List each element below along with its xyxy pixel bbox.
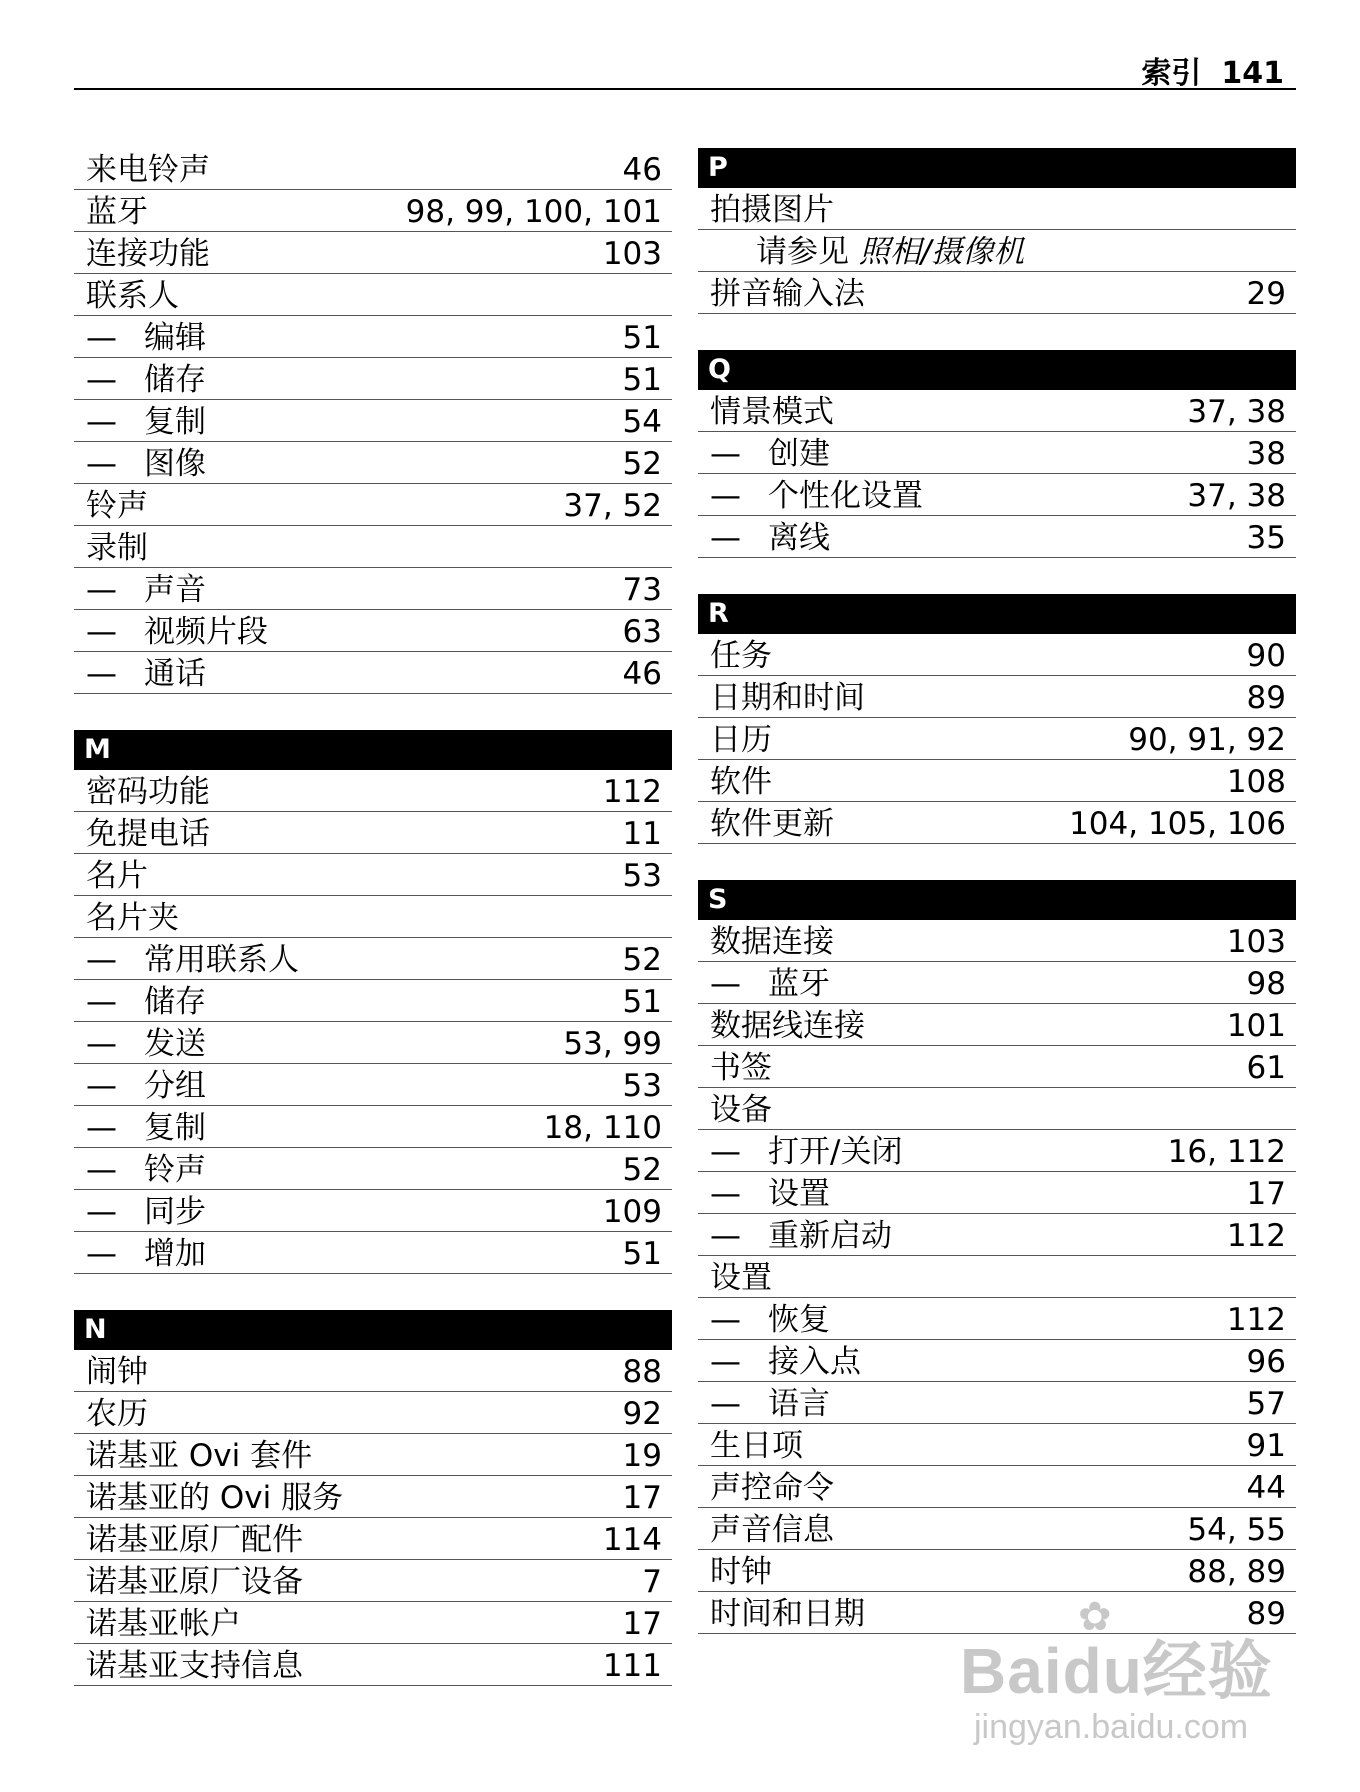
entry-term (710, 805, 834, 843)
entry-pages: 112 (1226, 1218, 1286, 1254)
index-subentry (74, 1232, 672, 1274)
entry-term (86, 1067, 206, 1105)
entry-pages: 17 (622, 1480, 662, 1516)
entry-pages: 51 (622, 1236, 662, 1272)
entry-pages: 89 (1246, 1596, 1286, 1632)
entry-term-text: 时间和日期 (710, 1596, 865, 1632)
entry-term (86, 193, 148, 231)
entry-pages: 96 (1246, 1344, 1286, 1380)
entry-term (710, 1469, 834, 1507)
entry-term-text: 连接功能 (86, 236, 210, 272)
subentry-dash: — (86, 320, 117, 356)
entry-term-text: 创建 (768, 436, 830, 472)
subentry-dash: — (86, 572, 117, 608)
index-entry (698, 1088, 1296, 1130)
index-entry (698, 1256, 1296, 1298)
entry-term (710, 1091, 772, 1129)
entry-term (710, 1301, 830, 1339)
index-entry (698, 760, 1296, 802)
section-spacer (74, 694, 672, 730)
index-entry (74, 190, 672, 232)
entry-term-text: 联系人 (86, 278, 179, 314)
index-entry (698, 1466, 1296, 1508)
subentry-dash: — (86, 942, 117, 978)
entry-term (710, 1427, 803, 1465)
entry-term-text: 来电铃声 (86, 152, 210, 188)
entry-term (710, 1133, 902, 1171)
entry-term-text: 发送 (144, 1026, 206, 1062)
index-subentry (698, 1172, 1296, 1214)
entry-term (86, 571, 206, 609)
index-entry (698, 1046, 1296, 1088)
header-page-number: 141 (1221, 56, 1284, 91)
entry-term-text: 诺基亚支持信息 (86, 1648, 303, 1684)
subentry-dash: — (86, 1068, 117, 1104)
entry-term (86, 1151, 206, 1189)
entry-term-text: 数据连接 (710, 924, 834, 960)
index-subentry (698, 962, 1296, 1004)
entry-term-text: 声控命令 (710, 1470, 834, 1506)
entry-term-text: 增加 (144, 1236, 206, 1272)
entry-term-text: 名片 (86, 858, 148, 894)
entry-term-text: 免提电话 (86, 816, 210, 852)
index-entry (698, 1424, 1296, 1466)
index-subentry (74, 1064, 672, 1106)
index-entry (74, 1602, 672, 1644)
entry-term-text: 语言 (768, 1386, 830, 1422)
entry-term-text: 诺基亚 Ovi 套件 (86, 1438, 313, 1474)
entry-term-text: 日期和时间 (710, 680, 865, 716)
entry-term (86, 655, 206, 693)
entry-term-text: 拍摄图片 (710, 192, 834, 228)
entry-term (710, 275, 865, 313)
subentry-dash: — (86, 362, 117, 398)
index-column-left (74, 148, 672, 1686)
index-entry (74, 274, 672, 316)
index-entry (698, 1004, 1296, 1046)
index-subentry (698, 1340, 1296, 1382)
entry-term (86, 983, 206, 1021)
entry-term (710, 477, 923, 515)
section-spacer (698, 844, 1296, 880)
entry-pages: 73 (622, 572, 662, 608)
entry-term-text: 接入点 (768, 1344, 861, 1380)
index-entry (74, 526, 672, 568)
entry-term (86, 1563, 303, 1601)
entry-term (86, 445, 206, 483)
index-entry (74, 484, 672, 526)
index-entry (74, 896, 672, 938)
entry-pages: 46 (622, 152, 662, 188)
entry-term (86, 1437, 312, 1475)
entry-pages: 104, 105, 106 (1069, 806, 1286, 842)
entry-term-text: 诺基亚的 Ovi 服务 (86, 1480, 344, 1516)
index-subentry (698, 1130, 1296, 1172)
entry-pages: 103 (602, 236, 662, 272)
index-subentry (74, 358, 672, 400)
entry-pages: 53 (622, 858, 662, 894)
section-letter-r: R (698, 594, 1296, 634)
entry-pages: 53, 99 (563, 1026, 662, 1062)
index-entry (698, 390, 1296, 432)
see-also-entry (698, 230, 1296, 272)
index-subentry (74, 400, 672, 442)
index-entry (74, 1518, 672, 1560)
section-spacer (74, 1274, 672, 1310)
entry-term (86, 1647, 303, 1685)
entry-term-text: 诺基亚原厂设备 (86, 1564, 303, 1600)
index-entry (74, 812, 672, 854)
entry-term (710, 637, 772, 675)
see-also-text (710, 233, 1024, 271)
index-subentry (698, 474, 1296, 516)
entry-term-text: 离线 (768, 520, 830, 556)
entry-term (86, 899, 179, 937)
entry-term (710, 1595, 865, 1633)
index-subentry (74, 1022, 672, 1064)
entry-term (710, 763, 772, 801)
entry-term-text: 设置 (710, 1260, 772, 1296)
entry-pages: 51 (622, 984, 662, 1020)
index-subentry (698, 516, 1296, 558)
subentry-dash: — (710, 1218, 741, 1254)
entry-pages: 98, 99, 100, 101 (405, 194, 662, 230)
subentry-dash: — (86, 656, 117, 692)
watermark-url: jingyan.baidu.com (974, 1708, 1249, 1746)
index-entry (698, 718, 1296, 760)
entry-pages: 29 (1246, 276, 1286, 312)
subentry-dash: — (86, 984, 117, 1020)
index-entry (698, 634, 1296, 676)
entry-term-text: 拼音输入法 (710, 276, 865, 312)
entry-pages: 38 (1246, 436, 1286, 472)
section-letter-n: N (74, 1310, 672, 1350)
entry-pages: 89 (1246, 680, 1286, 716)
entry-term-text: 生日项 (710, 1428, 803, 1464)
subentry-dash: — (86, 1152, 117, 1188)
entry-term-text: 数据线连接 (710, 1008, 865, 1044)
see-also-prefix: 请参见 (756, 234, 849, 270)
entry-pages: 51 (622, 362, 662, 398)
entry-term (86, 1479, 343, 1517)
subentry-dash: — (710, 478, 741, 514)
index-subentry (698, 1382, 1296, 1424)
entry-term (86, 319, 206, 357)
subentry-dash: — (86, 1194, 117, 1230)
see-also-target: 照相/摄像机 (858, 234, 1025, 270)
entry-term (710, 965, 830, 1003)
entry-term (86, 857, 148, 895)
entry-pages: 37, 52 (563, 488, 662, 524)
entry-pages: 91 (1246, 1428, 1286, 1464)
entry-term-text: 声音 (144, 572, 206, 608)
entry-term-text: 名片夹 (86, 900, 179, 936)
entry-term-text: 常用联系人 (144, 942, 299, 978)
index-entry (74, 148, 672, 190)
index-entry (74, 1476, 672, 1518)
entry-term (86, 403, 206, 441)
subentry-dash: — (710, 1344, 741, 1380)
header-section-title: 索引 (1141, 56, 1202, 91)
entry-term-text: 诺基亚原厂配件 (86, 1522, 303, 1558)
entry-pages: 54 (622, 404, 662, 440)
entry-term-text: 储存 (144, 362, 206, 398)
entry-term-text: 分组 (144, 1068, 206, 1104)
header-text (1141, 48, 1284, 92)
entry-term (710, 923, 834, 961)
entry-pages: 61 (1246, 1050, 1286, 1086)
entry-pages: 52 (622, 446, 662, 482)
entry-pages: 88 (622, 1354, 662, 1390)
subentry-dash: — (86, 1026, 117, 1062)
entry-term (710, 1259, 772, 1297)
entry-term-text: 软件更新 (710, 806, 834, 842)
entry-term-text: 视频片段 (144, 614, 268, 650)
entry-term (86, 1235, 206, 1273)
entry-term (710, 435, 830, 473)
entry-pages: 101 (1226, 1008, 1286, 1044)
entry-term (710, 1343, 861, 1381)
entry-term (86, 1109, 206, 1147)
index-subentry (74, 652, 672, 694)
entry-term-text: 铃声 (86, 488, 148, 524)
entry-pages: 44 (1246, 1470, 1286, 1506)
index-entry (74, 1644, 672, 1686)
entry-pages: 88, 89 (1187, 1554, 1286, 1590)
index-subentry (74, 1190, 672, 1232)
index-subentry (698, 1298, 1296, 1340)
entry-term (710, 519, 830, 557)
entry-term-text: 个性化设置 (768, 478, 923, 514)
entry-term-text: 声音信息 (710, 1512, 834, 1548)
entry-term-text: 储存 (144, 984, 206, 1020)
entry-pages: 92 (622, 1396, 662, 1432)
subentry-dash: — (710, 520, 741, 556)
entry-term (86, 235, 210, 273)
entry-term (86, 1521, 303, 1559)
entry-term-text: 录制 (86, 530, 148, 566)
entry-term (86, 1353, 148, 1391)
entry-term-text: 同步 (144, 1194, 206, 1230)
subentry-dash: — (710, 1386, 741, 1422)
entry-term-text: 情景模式 (710, 394, 834, 430)
entry-term-text: 闹钟 (86, 1354, 148, 1390)
entry-pages: 57 (1246, 1386, 1286, 1422)
entry-term (710, 721, 772, 759)
index-subentry (74, 316, 672, 358)
entry-pages: 19 (622, 1438, 662, 1474)
entry-pages: 37, 38 (1187, 478, 1286, 514)
entry-term-text: 复制 (144, 404, 206, 440)
entry-term-text: 蓝牙 (86, 194, 148, 230)
entry-term-text: 铃声 (144, 1152, 206, 1188)
entry-term-text: 图像 (144, 446, 206, 482)
entry-term (710, 679, 865, 717)
index-entry (74, 770, 672, 812)
index-entry (74, 1350, 672, 1392)
index-entry (698, 1508, 1296, 1550)
page-header (74, 40, 1296, 90)
entry-pages: 46 (622, 656, 662, 692)
entry-term (710, 393, 834, 431)
entry-term-text: 诺基亚帐户 (86, 1606, 241, 1642)
entry-term (710, 1511, 834, 1549)
watermark-logo: Baidu经验 (960, 1635, 1273, 1707)
subentry-dash: — (710, 436, 741, 472)
entry-pages: 112 (602, 774, 662, 810)
entry-pages: 17 (622, 1606, 662, 1642)
entry-term-text: 编辑 (144, 320, 206, 356)
entry-term (86, 1193, 206, 1231)
entry-term (86, 361, 206, 399)
entry-pages: 108 (1226, 764, 1286, 800)
section-spacer (698, 314, 1296, 350)
index-subentry (74, 1106, 672, 1148)
entry-pages: 90 (1246, 638, 1286, 674)
entry-pages: 109 (602, 1194, 662, 1230)
entry-pages: 98 (1246, 966, 1286, 1002)
entry-term (86, 1605, 241, 1643)
entry-term (86, 815, 210, 853)
index-entry (698, 1550, 1296, 1592)
entry-term (710, 1007, 865, 1045)
index-subentry (698, 1214, 1296, 1256)
entry-term (86, 613, 268, 651)
section-letter-s: S (698, 880, 1296, 920)
entry-term (86, 773, 210, 811)
entry-pages: 52 (622, 1152, 662, 1188)
index-subentry (74, 568, 672, 610)
index-entry (698, 920, 1296, 962)
entry-term (86, 1025, 206, 1063)
index-entry (698, 802, 1296, 844)
entry-pages: 18, 110 (543, 1110, 662, 1146)
entry-term-text: 日历 (710, 722, 772, 758)
entry-term-text: 设置 (768, 1176, 830, 1212)
entry-term-text: 蓝牙 (768, 966, 830, 1002)
entry-term-text: 复制 (144, 1110, 206, 1146)
entry-pages: 35 (1246, 520, 1286, 556)
section-letter-p: P (698, 148, 1296, 188)
subentry-dash: — (86, 1110, 117, 1146)
entry-pages: 114 (602, 1522, 662, 1558)
section-letter-m: M (74, 730, 672, 770)
entry-pages: 111 (602, 1648, 662, 1684)
entry-pages: 37, 38 (1187, 394, 1286, 430)
entry-term (710, 1553, 772, 1591)
entry-pages: 103 (1226, 924, 1286, 960)
entry-term (86, 941, 299, 979)
entry-term-text: 密码功能 (86, 774, 210, 810)
entry-term (710, 1385, 830, 1423)
entry-term (86, 529, 148, 567)
section-letter-q: Q (698, 350, 1296, 390)
entry-term (710, 1217, 892, 1255)
index-entry (698, 188, 1296, 230)
entry-pages: 51 (622, 320, 662, 356)
entry-term-text: 软件 (710, 764, 772, 800)
entry-pages: 16, 112 (1167, 1134, 1286, 1170)
subentry-dash: — (710, 966, 741, 1002)
index-entry (698, 676, 1296, 718)
entry-term (86, 1395, 148, 1433)
entry-pages: 17 (1246, 1176, 1286, 1212)
entry-term-text: 恢复 (768, 1302, 830, 1338)
index-subentry (74, 1148, 672, 1190)
entry-pages: 63 (622, 614, 662, 650)
entry-pages: 53 (622, 1068, 662, 1104)
paw-icon: ✿ (1078, 1594, 1112, 1640)
subentry-dash: — (86, 404, 117, 440)
index-column-right (698, 148, 1296, 1634)
entry-pages: 52 (622, 942, 662, 978)
index-entry (74, 1434, 672, 1476)
entry-term (710, 1049, 772, 1087)
entry-term-text: 书签 (710, 1050, 772, 1086)
section-spacer (698, 558, 1296, 594)
index-entry (698, 272, 1296, 314)
entry-pages: 11 (622, 816, 662, 852)
subentry-dash: — (86, 446, 117, 482)
index-subentry (698, 432, 1296, 474)
entry-term-text: 农历 (86, 1396, 148, 1432)
entry-pages: 112 (1226, 1302, 1286, 1338)
index-entry (74, 1392, 672, 1434)
index-entry (74, 854, 672, 896)
subentry-dash: — (710, 1134, 741, 1170)
index-subentry (74, 980, 672, 1022)
entry-term-text: 打开/关闭 (768, 1134, 903, 1170)
subentry-dash: — (710, 1176, 741, 1212)
entry-term (86, 487, 148, 525)
index-entry (74, 232, 672, 274)
entry-term (86, 277, 179, 315)
entry-term (710, 191, 834, 229)
subentry-dash: — (710, 1302, 741, 1338)
index-subentry (74, 610, 672, 652)
entry-pages: 90, 91, 92 (1128, 722, 1286, 758)
entry-term (710, 1175, 830, 1213)
subentry-dash: — (86, 614, 117, 650)
entry-term (86, 151, 210, 189)
entry-term-text: 通话 (144, 656, 206, 692)
entry-pages: 7 (642, 1564, 662, 1600)
entry-term-text: 时钟 (710, 1554, 772, 1590)
subentry-dash: — (86, 1236, 117, 1272)
entry-term-text: 重新启动 (768, 1218, 892, 1254)
entry-pages: 54, 55 (1187, 1512, 1286, 1548)
index-subentry (74, 938, 672, 980)
entry-term-text: 设备 (710, 1092, 772, 1128)
index-entry (74, 1560, 672, 1602)
index-subentry (74, 442, 672, 484)
entry-term-text: 任务 (710, 638, 772, 674)
